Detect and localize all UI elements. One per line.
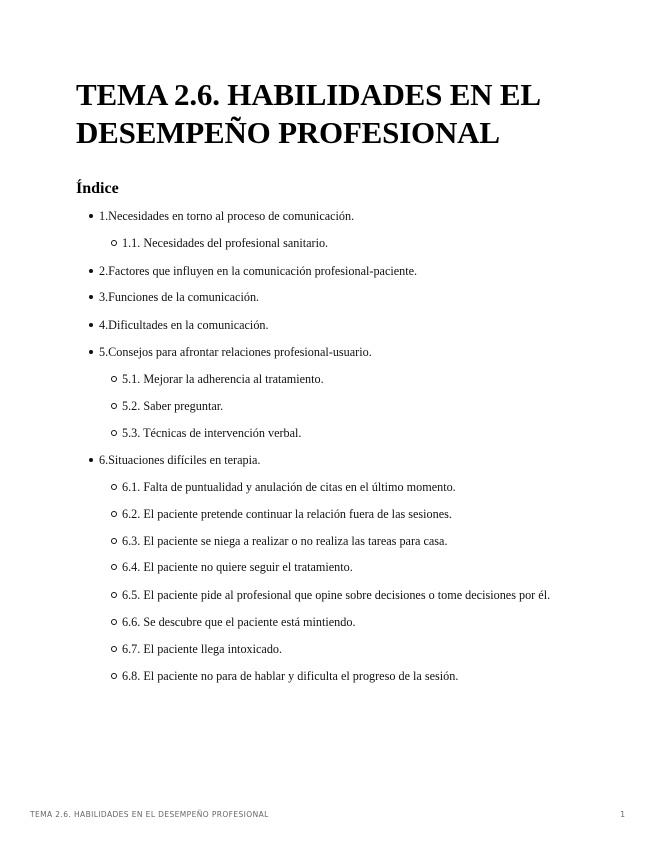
toc-item-1[interactable]: 1.Necesidades en torno al proceso de comunicación.	[99, 209, 355, 223]
toc-item-3[interactable]: 3.Funciones de la comunicación.	[99, 290, 260, 304]
toc-item-5-3[interactable]: 5.3. Técnicas de intervención verbal.	[122, 426, 302, 440]
page-number: 1	[620, 810, 625, 819]
toc-item-6-5[interactable]: 6.5. El paciente pide al profesional que opine sobre decisiones o tome decisiones por él.	[122, 588, 551, 602]
toc-item-6-1[interactable]: 6.1. Falta de puntualidad y anulación de citas en el último momento.	[122, 480, 456, 494]
toc-item-2[interactable]: 2.Factores que influyen en la comunicación profesional-paciente.	[99, 264, 418, 278]
footer-title: TEMA 2.6. HABILIDADES EN EL DESEMPEÑO PROFESIONAL	[30, 810, 269, 819]
index-heading: Índice	[76, 180, 119, 197]
toc-item-5[interactable]: 5.Consejos para afrontar relaciones profesional-usuario.	[99, 345, 372, 359]
toc-item-6-2[interactable]: 6.2. El paciente pretende continuar la relación fuera de las sesiones.	[122, 507, 452, 521]
toc-item-6-3[interactable]: 6.3. El paciente se niega a realizar o no realiza las tareas para casa.	[122, 534, 448, 548]
toc-item-6-6[interactable]: 6.6. Se descubre que el paciente está mintiendo.	[122, 615, 356, 629]
toc-item-1-1[interactable]: 1.1. Necesidades del profesional sanitario.	[122, 236, 329, 250]
toc-item-6-7[interactable]: 6.7. El paciente llega intoxicado.	[122, 642, 283, 656]
toc-item-5-2[interactable]: 5.2. Saber preguntar.	[122, 399, 224, 413]
toc-item-6-8[interactable]: 6.8. El paciente no para de hablar y dificulta el progreso de la sesión.	[122, 669, 459, 683]
toc-item-6[interactable]: 6.Situaciones difíciles en terapia.	[99, 453, 261, 467]
page-footer	[0, 809, 655, 823]
toc-item-5-1[interactable]: 5.1. Mejorar la adherencia al tratamiento.	[122, 372, 324, 386]
page-title: TEMA 2.6. HABILIDADES EN EL DESEMPEÑO PROFESIONAL	[76, 77, 540, 150]
toc-item-6-4[interactable]: 6.4. El paciente no quiere seguir el tratamiento.	[122, 560, 353, 574]
toc-item-4[interactable]: 4.Dificultades en la comunicación.	[99, 318, 269, 332]
